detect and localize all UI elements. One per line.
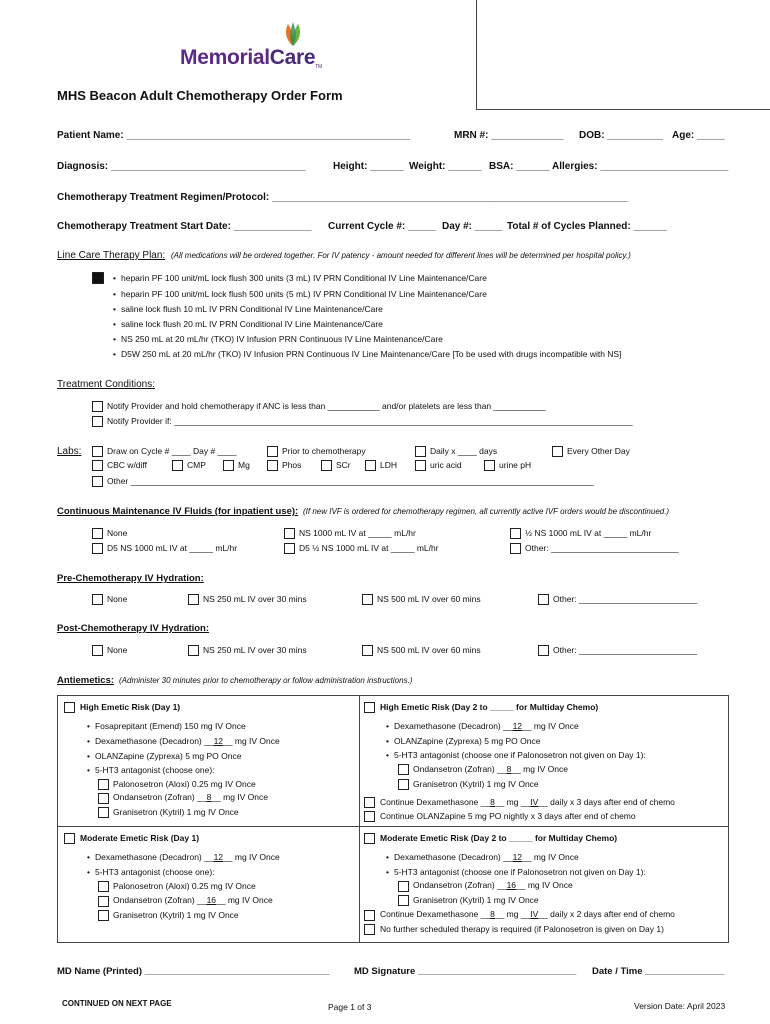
pre-ns500-checkbox[interactable] xyxy=(362,594,373,605)
table-divider-horizontal xyxy=(57,826,729,827)
high-day1-fos: • Fosaprepitant (Emend) 150 mg IV Once xyxy=(87,721,246,731)
mod-day2-ht3: • 5-HT3 antagonist (choose one if Palonosetron not given on Day 1): xyxy=(386,867,646,877)
mod-day2-ond: Ondansetron (Zofran) __16__ mg IV Once xyxy=(413,880,573,890)
ns1000-checkbox[interactable] xyxy=(284,528,295,539)
line-care-item: • heparin PF 100 unit/mL lock flush 500 units (5 mL) IV PRN Conditional IV Line Maintenance/Care xyxy=(113,289,487,299)
dob-field[interactable]: DOB: __________ xyxy=(579,130,663,141)
cmp-label: CMP xyxy=(187,460,206,470)
weight-field[interactable]: Weight: ______ xyxy=(409,161,482,172)
mod-day2-no-further-checkbox[interactable] xyxy=(364,924,375,935)
high-day1-dex: • Dexamethasone (Decadron) __12__ mg IV Once xyxy=(87,736,280,746)
line-care-item: • heparin PF 100 unit/mL lock flush 300 units (3 mL) IV PRN Conditional IV Line Maintenance/Care xyxy=(113,273,487,283)
notify-if-checkbox[interactable] xyxy=(92,416,103,427)
daily-checkbox[interactable] xyxy=(415,446,426,457)
mod-day2-no-further: No further scheduled therapy is required (if Palonosetron is given on Day 1) xyxy=(380,924,664,934)
cmp-checkbox[interactable] xyxy=(172,460,183,471)
post-none-label: None xyxy=(107,645,128,655)
high-day1-palo-checkbox[interactable] xyxy=(98,779,109,790)
logo-tm: TM xyxy=(315,64,322,70)
urine-ph-label: urine pH xyxy=(499,460,532,470)
post-hydration-heading: Post-Chemotherapy IV Hydration: xyxy=(57,623,210,634)
high-day2-ond: Ondansetron (Zofran) __8__ mg IV Once xyxy=(413,764,568,774)
mod-day1-checkbox[interactable] xyxy=(64,833,75,844)
age-field[interactable]: Age: _____ xyxy=(672,130,725,141)
post-other-label: Other: _________________________ xyxy=(553,645,698,655)
d5ns-label: D5 NS 1000 mL IV at _____ mL/hr xyxy=(107,543,238,553)
mod-day2-cont-dex: Continue Dexamethasone __8__ mg __IV__ daily x 2 days after end of chemo xyxy=(380,909,675,919)
line-care-note: (All medications will be ordered together. For IV patency - amount needed for different lines will be determined per hospital policy.) xyxy=(171,251,631,260)
line-care-checkbox[interactable] xyxy=(92,272,104,284)
pre-ns500-label: NS 500 mL IV over 60 mins xyxy=(377,594,481,604)
high-day1-olz: • OLANZapine (Zyprexa) 5 mg PO Once xyxy=(87,751,241,761)
high-day2-ond-checkbox[interactable] xyxy=(398,764,409,775)
mod-day2-checkbox[interactable] xyxy=(364,833,375,844)
high-day2-gran: Granisetron (Kytril) 1 mg IV Once xyxy=(413,779,539,789)
high-day2-checkbox[interactable] xyxy=(364,702,375,713)
high-day2-gran-checkbox[interactable] xyxy=(398,779,409,790)
mod-day2-gran: Granisetron (Kytril) 1 mg IV Once xyxy=(413,895,539,905)
version-date: Version Date: April 2023 xyxy=(634,1001,726,1011)
diagnosis-field[interactable]: Diagnosis: ___________________________________ xyxy=(57,161,306,172)
high-day1-title: High Emetic Risk (Day 1) xyxy=(80,702,181,712)
md-name-field[interactable]: MD Name (Printed) ___________________________________ xyxy=(57,966,330,977)
pre-ns250-label: NS 250 mL IV over 30 mins xyxy=(203,594,307,604)
logo-care: Care xyxy=(269,46,316,69)
post-ns250-checkbox[interactable] xyxy=(188,645,199,656)
uric-acid-checkbox[interactable] xyxy=(415,460,426,471)
mod-day1-dex: • Dexamethasone (Decadron) __12__ mg IV Once xyxy=(87,852,280,862)
prior-checkbox[interactable] xyxy=(267,446,278,457)
d5half-checkbox[interactable] xyxy=(284,543,295,554)
d5half-label: D5 ½ NS 1000 mL IV at _____ mL/hr xyxy=(299,543,439,553)
labs-other-checkbox[interactable] xyxy=(92,476,103,487)
bsa-field[interactable]: BSA: ______ xyxy=(489,161,550,172)
patient-label-box xyxy=(476,0,770,110)
high-day1-gran: Granisetron (Kytril) 1 mg IV Once xyxy=(113,807,239,817)
labs-heading: Labs: xyxy=(57,446,82,457)
fluids-heading: Continuous Maintenance IV Fluids (for inpatient use): xyxy=(57,506,299,517)
day-field[interactable]: Day #: _____ xyxy=(442,221,503,232)
mod-day1-gran: Granisetron (Kytril) 1 mg IV Once xyxy=(113,910,239,920)
cycle-field[interactable]: Current Cycle #: _____ xyxy=(328,221,436,232)
mod-day1-title: Moderate Emetic Risk (Day 1) xyxy=(80,833,200,843)
high-day2-ht3: • 5-HT3 antagonist (choose one if Palonosetron not given on Day 1): xyxy=(386,750,646,760)
mod-day1-ond-checkbox[interactable] xyxy=(98,896,109,907)
ldh-checkbox[interactable] xyxy=(365,460,376,471)
allergies-field[interactable]: Allergies: _______________________ xyxy=(552,161,729,172)
post-ns500-label: NS 500 mL IV over 60 mins xyxy=(377,645,481,655)
pre-ns250-checkbox[interactable] xyxy=(188,594,199,605)
page-number: Page 1 of 3 xyxy=(328,1002,372,1012)
high-day1-ht3: • 5-HT3 antagonist (choose one): xyxy=(87,765,215,775)
form-title: MHS Beacon Adult Chemotherapy Order Form xyxy=(57,88,343,103)
mod-day1-palo: Palonosetron (Aloxi) 0.25 mg IV Once xyxy=(113,881,256,891)
mod-day1-palo-checkbox[interactable] xyxy=(98,881,109,892)
notify-if-label: Notify Provider if: _________________________________________________________________________________________________ xyxy=(107,416,633,426)
line-care-heading: Line Care Therapy Plan: xyxy=(57,250,166,261)
line-care-item: • NS 250 mL at 20 mL/hr (TKO) IV Infusion PRN Continuous IV Line Maintenance/Care xyxy=(113,334,443,344)
mod-day2-gran-checkbox[interactable] xyxy=(398,895,409,906)
ldh-label: LDH xyxy=(380,460,398,470)
high-day1-ond-checkbox[interactable] xyxy=(98,793,109,804)
d5ns-checkbox[interactable] xyxy=(92,543,103,554)
scr-checkbox[interactable] xyxy=(321,460,332,471)
fluids-note: (If new IVF is ordered for chemotherapy regimen, all currently active IVF orders would be discontinued.) xyxy=(303,507,670,516)
mod-day1-gran-checkbox[interactable] xyxy=(98,910,109,921)
total-cycles-field[interactable]: Total # of Cycles Planned: ______ xyxy=(507,221,667,232)
cbc-checkbox[interactable] xyxy=(92,460,103,471)
half-ns-label: ½ NS 1000 mL IV at _____ mL/hr xyxy=(525,528,652,538)
date-time-field[interactable]: Date / Time _______________ xyxy=(592,966,725,977)
logo-memorial: Memorial xyxy=(180,46,270,69)
every-other-day-checkbox[interactable] xyxy=(552,446,563,457)
regimen-field[interactable]: Chemotherapy Treatment Regimen/Protocol: ________________________________________________________________ xyxy=(57,192,628,203)
mg-label: Mg xyxy=(238,460,250,470)
prior-label: Prior to chemotherapy xyxy=(282,446,366,456)
mod-day2-ond-checkbox[interactable] xyxy=(398,881,409,892)
post-ns250-label: NS 250 mL IV over 30 mins xyxy=(203,645,307,655)
mod-day2-dex: • Dexamethasone (Decadron) __12__ mg IV Once xyxy=(386,852,579,862)
notify-anc-checkbox[interactable] xyxy=(92,401,103,412)
fluids-none-checkbox[interactable] xyxy=(92,528,103,539)
pre-none-label: None xyxy=(107,594,128,604)
antiemetics-heading: Antiemetics: xyxy=(57,675,115,686)
high-day2-olz: • OLANZapine (Zyprexa) 5 mg PO Once xyxy=(386,736,540,746)
notify-anc-label: Notify Provider and hold chemotherapy if ANC is less than ___________ and/or platelets are less than ___________ xyxy=(107,401,546,411)
uric-acid-label: uric acid xyxy=(430,460,462,470)
high-day2-title: High Emetic Risk (Day 2 to _____ for Multiday Chemo) xyxy=(380,702,599,712)
post-none-checkbox[interactable] xyxy=(92,645,103,656)
half-ns-checkbox[interactable] xyxy=(510,528,521,539)
high-day2-cont-dex-checkbox[interactable] xyxy=(364,797,375,808)
line-care-item: • saline lock flush 20 mL IV PRN Conditional IV Line Maintenance/Care xyxy=(113,319,383,329)
pre-none-checkbox[interactable] xyxy=(92,594,103,605)
scr-label: SCr xyxy=(336,460,351,470)
mod-day2-cont-dex-checkbox[interactable] xyxy=(364,910,375,921)
post-ns500-checkbox[interactable] xyxy=(362,645,373,656)
daily-label: Daily x ____ days xyxy=(430,446,498,456)
labs-other-label: Other __________________________________________________________________________________________________ xyxy=(107,476,594,486)
mrn-field[interactable]: MRN #: _____________ xyxy=(454,130,564,141)
pre-hydration-heading: Pre-Chemotherapy IV Hydration: xyxy=(57,573,204,584)
high-day1-gran-checkbox[interactable] xyxy=(98,807,109,818)
line-care-item: • saline lock flush 10 mL IV PRN Conditional IV Line Maintenance/Care xyxy=(113,304,383,314)
height-field[interactable]: Height: ______ xyxy=(333,161,404,172)
mod-day2-title: Moderate Emetic Risk (Day 2 to _____ for Multiday Chemo) xyxy=(380,833,618,843)
post-other-checkbox[interactable] xyxy=(538,645,549,656)
antiemetics-note: (Administer 30 minutes prior to chemotherapy or follow administration instructions.) xyxy=(119,676,413,685)
fluids-none-label: None xyxy=(107,528,128,538)
mod-day1-ond: Ondansetron (Zofran) __16__ mg IV Once xyxy=(113,895,273,905)
high-day2-dex: • Dexamethasone (Decadron) __12__ mg IV Once xyxy=(386,721,579,731)
phos-label: Phos xyxy=(282,460,302,470)
md-signature-field[interactable]: MD Signature ______________________________ xyxy=(354,966,577,977)
phos-checkbox[interactable] xyxy=(267,460,278,471)
table-divider-vertical xyxy=(359,695,360,943)
draw-label: Draw on Cycle # ____ Day # ____ xyxy=(107,446,237,456)
high-day2-cont-olz: Continue OLANZapine 5 mg PO nightly x 3 days after end of chemo xyxy=(380,811,636,821)
pre-other-label: Other: _________________________ xyxy=(553,594,698,604)
high-day1-palo: Palonosetron (Aloxi) 0.25 mg IV Once xyxy=(113,779,256,789)
mg-checkbox[interactable] xyxy=(223,460,234,471)
ns1000-label: NS 1000 mL IV at _____ mL/hr xyxy=(299,528,416,538)
fluids-other-checkbox[interactable] xyxy=(510,543,521,554)
draw-checkbox[interactable] xyxy=(92,446,103,457)
pre-other-checkbox[interactable] xyxy=(538,594,549,605)
patient-name-field[interactable]: Patient Name: ___________________________________________________ xyxy=(57,130,411,141)
cbc-label: CBC w/diff xyxy=(107,460,147,470)
line-care-item: • D5W 250 mL at 20 mL/hr (TKO) IV Infusion PRN Continuous IV Line Maintenance/Care [To be used with drugs incompatible with NS] xyxy=(113,349,621,359)
every-other-day-label: Every Other Day xyxy=(567,446,630,456)
high-day2-cont-dex: Continue Dexamethasone __8__ mg __IV__ daily x 3 days after end of chemo xyxy=(380,797,675,807)
urine-ph-checkbox[interactable] xyxy=(484,460,495,471)
memorialcare-logo xyxy=(180,20,320,70)
high-day2-cont-olz-checkbox[interactable] xyxy=(364,811,375,822)
fluids-other-label: Other: ___________________________ xyxy=(525,543,679,553)
leaf-logo-icon xyxy=(278,20,308,48)
treatment-heading: Treatment Conditions: xyxy=(57,379,156,390)
high-day1-checkbox[interactable] xyxy=(64,702,75,713)
high-day1-ond: Ondansetron (Zofran) __8__ mg IV Once xyxy=(113,792,268,802)
start-date-field[interactable]: Chemotherapy Treatment Start Date: ______________ xyxy=(57,221,312,232)
mod-day1-ht3: • 5-HT3 antagonist (choose one): xyxy=(87,867,215,877)
continued-note: CONTINUED ON NEXT PAGE xyxy=(62,999,172,1008)
